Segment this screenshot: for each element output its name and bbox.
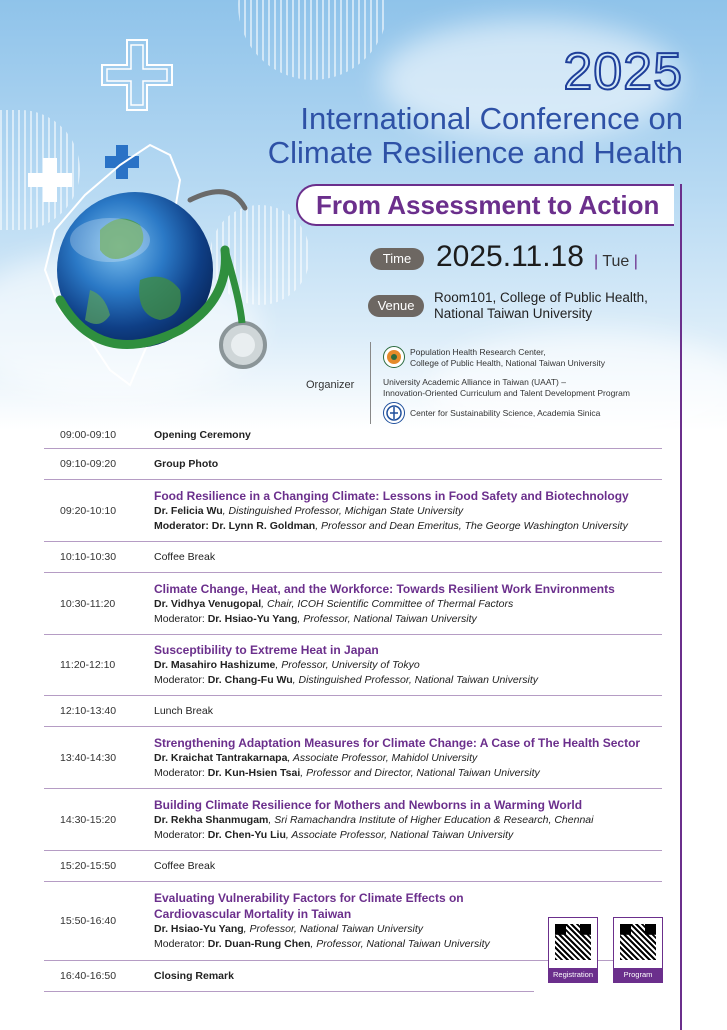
- qr-code-icon: [555, 924, 591, 960]
- talk-title: Evaluating Vulnerability Factors for Climate Effects on Cardiovascular Mortality in Taiwan: [154, 891, 464, 921]
- org1-line-1: Population Health Research Center,: [410, 347, 546, 357]
- moderator-label: Moderator:: [154, 674, 208, 686]
- time-label-badge: Time: [370, 248, 424, 270]
- speaker-line: [154, 813, 662, 828]
- speaker-line: [154, 751, 662, 766]
- phrc-logo: [383, 346, 405, 368]
- organizer-academia-sinica: Center for Sustainability Science, Academia Sinica: [410, 408, 601, 418]
- org2-line-1: University Academic Alliance in Taiwan (UAAT) –: [383, 377, 566, 387]
- venue-line-1: Room101, College of Public Health,: [434, 290, 648, 305]
- moderator-label: Moderator:: [154, 938, 208, 950]
- row-title: Opening Ceremony: [154, 428, 251, 441]
- academia-sinica-logo-icon: [384, 403, 404, 423]
- moderator-line: [154, 673, 662, 688]
- moderator-name: Dr. Chang-Fu Wu: [207, 674, 293, 686]
- moderator-line: [154, 612, 662, 627]
- conference-title: [268, 102, 683, 170]
- moderator-name: Dr. Lynn R. Goldman: [211, 519, 316, 532]
- event-venue: [434, 290, 648, 322]
- organizer-label: Organizer: [306, 379, 355, 391]
- speaker-name: Dr. Rekha Shanmugam: [154, 813, 269, 826]
- schedule-row: [44, 542, 662, 573]
- moderator-affiliation: , Professor and Dean Emeritus, The George Washington University: [315, 519, 628, 532]
- talk-title: Climate Change, Heat, and the Workforce: Towards Resilient Work Environments: [154, 581, 615, 596]
- talk-title: Food Resilience in a Changing Climate: Lessons in Food Safety and Biotechnology: [154, 488, 629, 503]
- phrc-logo-icon: [384, 347, 404, 367]
- row-title: Coffee Break: [154, 859, 216, 872]
- schedule-row: [44, 635, 662, 696]
- registration-qr-code[interactable]: [548, 917, 598, 983]
- row-content: [154, 792, 662, 848]
- row-time: 16:40-16:50: [60, 970, 117, 982]
- row-time: 09:10-09:20: [60, 458, 117, 470]
- speaker-name: Dr. Hsiao-Yu Yang: [154, 923, 244, 935]
- schedule-row: [44, 696, 662, 727]
- qr-code-icon: [620, 924, 656, 960]
- row-content: [154, 637, 662, 693]
- row-time: 09:20-10:10: [60, 504, 117, 517]
- row-time: 15:50-16:40: [60, 915, 117, 927]
- conference-subtitle: From Assessment to Action: [316, 190, 660, 220]
- moderator-line: [154, 519, 662, 534]
- row-time: 15:20-15:50: [60, 860, 117, 872]
- event-date: 2025.11.18: [436, 240, 584, 273]
- moderator-affiliation: , Distinguished Professor, National Taiwan University: [292, 674, 538, 686]
- schedule-row: [44, 422, 662, 449]
- moderator-line: [154, 937, 532, 952]
- striped-circle-decoration: [238, 0, 388, 80]
- program-qr-code[interactable]: [613, 917, 663, 983]
- accent-vertical-line: [680, 184, 682, 1030]
- moderator-name: Dr. Chen-Yu Liu: [207, 828, 286, 841]
- globe-stethoscope-illustration: [30, 140, 280, 400]
- speaker-affiliation: , Sri Ramachandra Institute of Higher Education & Research, Chennai: [268, 813, 594, 826]
- row-content: [154, 483, 662, 539]
- schedule-row: [44, 727, 662, 789]
- organizer-uaat: [383, 377, 630, 399]
- plus-icon: [100, 38, 174, 112]
- venue-label-badge: Venue: [368, 295, 424, 317]
- schedule-row: [44, 789, 662, 851]
- speaker-affiliation: , Associate Professor, Mahidol University: [287, 751, 478, 764]
- row-time: 09:00-09:10: [60, 429, 117, 441]
- speaker-line: [154, 597, 662, 612]
- schedule-table: [44, 422, 662, 992]
- row-time: 10:30-11:20: [60, 597, 116, 610]
- moderator-name: Dr. Kun-Hsien Tsai: [207, 766, 301, 779]
- moderator-line: [154, 766, 662, 781]
- subtitle-banner: [296, 184, 674, 226]
- speaker-line: [154, 504, 662, 519]
- speaker-line: [154, 658, 662, 673]
- row-content: [154, 576, 662, 632]
- speaker-name: Dr. Kraichat Tantrakarnapa: [154, 751, 288, 764]
- organizer-divider: [370, 342, 371, 424]
- org2-line-2: Innovation-Oriented Curriculum and Talent Development Program: [383, 388, 630, 398]
- speaker-affiliation: , Professor, University of Tokyo: [275, 659, 420, 671]
- org1-line-2: College of Public Health, National Taiwan University: [410, 358, 605, 368]
- row-time: 12:10-13:40: [60, 705, 117, 717]
- academia-sinica-logo: [383, 402, 405, 424]
- schedule-row: [44, 851, 662, 882]
- moderator-name: Dr. Hsiao-Yu Yang: [207, 612, 298, 625]
- row-title: Group Photo: [154, 457, 219, 470]
- weekday-text: Tue: [602, 253, 630, 270]
- speaker-affiliation: , Professor, National Taiwan University: [243, 923, 424, 935]
- talk-title: Susceptibility to Extreme Heat in Japan: [154, 643, 379, 657]
- moderator-label: Moderator:: [154, 828, 208, 841]
- speaker-name: Dr. Vidhya Venugopal: [154, 597, 262, 610]
- speaker-affiliation: , Chair, ICOH Scientific Committee of Thermal Factors: [261, 597, 514, 610]
- event-weekday: | Tue |: [594, 253, 638, 270]
- registration-label: Registration: [549, 968, 597, 982]
- schedule-row: [44, 449, 662, 480]
- title-line-1: International Conference on: [300, 101, 683, 136]
- speaker-name: Dr. Masahiro Hashizume: [154, 659, 276, 671]
- moderator-affiliation: , Professor and Director, National Taiwan University: [300, 766, 540, 779]
- moderator-affiliation: , Associate Professor, National Taiwan University: [285, 828, 514, 841]
- schedule-row: [44, 480, 662, 542]
- speaker-line: [154, 922, 532, 937]
- moderator-label: Moderator:: [154, 612, 208, 625]
- row-time: 14:30-15:20: [60, 813, 117, 826]
- row-title: Lunch Break: [154, 704, 213, 717]
- moderator-affiliation: , Professor, National Taiwan University: [297, 612, 477, 625]
- organizer-phrc: [410, 347, 605, 369]
- schedule-row: [44, 961, 534, 992]
- moderator-affiliation: , Professor, National Taiwan University: [310, 938, 490, 950]
- row-time: 13:40-14:30: [60, 751, 117, 764]
- title-line-2: Climate Resilience and Health: [267, 135, 683, 170]
- schedule-row: [44, 573, 662, 635]
- speaker-name: Dr. Felicia Wu: [154, 504, 223, 517]
- talk-title: Strengthening Adaptation Measures for Climate Change: A Case of The Health Sector: [154, 735, 641, 750]
- talk-title: Building Climate Resilience for Mothers and Newborns in a Warming World: [154, 797, 583, 812]
- row-time: 10:10-10:30: [60, 551, 117, 563]
- program-label: Program: [614, 968, 662, 982]
- conference-year: 2025: [563, 43, 683, 101]
- row-time: 11:20-12:10: [60, 659, 116, 671]
- moderator-label: Moderator:: [154, 766, 208, 779]
- speaker-affiliation: , Distinguished Professor, Michigan State University: [222, 504, 464, 517]
- moderator-label: Moderator:: [154, 519, 212, 532]
- row-title: Coffee Break: [154, 550, 216, 563]
- moderator-line: [154, 828, 662, 843]
- row-title: Closing Remark: [154, 969, 234, 982]
- venue-line-2: National Taiwan University: [434, 306, 593, 321]
- moderator-name: Dr. Duan-Rung Chen: [207, 938, 311, 950]
- row-content: [154, 730, 662, 786]
